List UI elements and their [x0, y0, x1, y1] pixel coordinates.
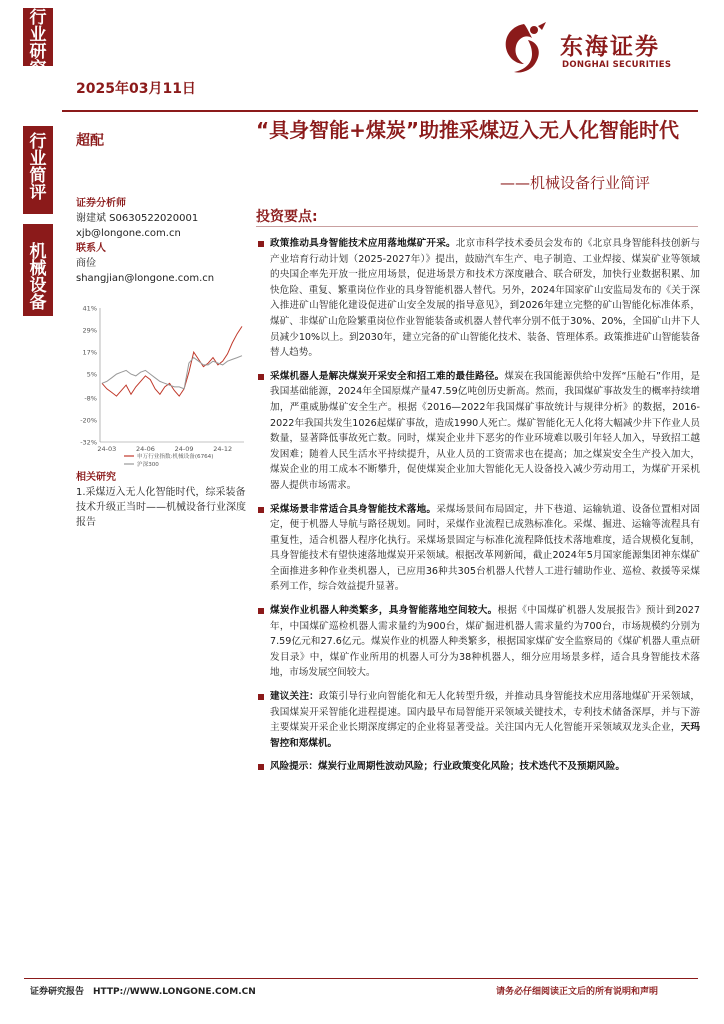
side-tab-char: 简: [29, 166, 47, 186]
series-line-1: [102, 356, 242, 389]
chart-canvas: [76, 302, 248, 468]
y-tick-label: -20%: [80, 416, 97, 425]
related-item[interactable]: 1.采煤迈入无人化智能时代，综采装备技术升级正当时——机械设备行业深度报告: [76, 487, 246, 528]
bullet-icon: [258, 374, 264, 380]
contact-heading: 联系人: [76, 243, 106, 254]
header-divider: [62, 110, 698, 112]
y-tick-label: 5%: [86, 370, 97, 379]
y-tick-label: -32%: [80, 438, 97, 447]
x-tick-label: 24-12: [213, 445, 233, 453]
rating-label: 超配: [76, 133, 104, 149]
section-divider: [256, 226, 698, 227]
report-date: 2025年03月11日: [76, 81, 196, 97]
bullet-icon: [258, 608, 264, 614]
point-text: 政策引导行业向智能化和无人化转型升级，并推动具身智能技术应用落地煤矿开采领域，我国煤炭开采智能化进程提速。国内最早布局智能开采领域关键技术，专利技术储备深厚，并与下游主要煤炭开采企业长期深度绑定的企业将显著受益。关注国内无人化智能开采领域双龙头企业，: [270, 691, 701, 734]
related-research: [76, 470, 248, 530]
x-tick-label: 24-06: [136, 445, 155, 453]
point-lead: 采煤场景非常适合具身智能技术落地。: [270, 503, 437, 515]
report-title: “具身智能+煤炭”助推采煤迈入无人化智能时代: [256, 118, 680, 142]
point-text: 煤炭在我国能源供给中发挥“压舱石”作用，是我国基础能源，2024年全国原煤产量47.59亿吨创历史新高。然而，我国煤矿事故发生的概率持续增加，严重威胁煤矿安全生产。根据《2016—2022年我国煤矿事故统计与规律分析》的数据，2016-2022年我国共发生1026起煤矿事故，造成1990人死亡。煤矿智能化无人化将大幅减少井下作业人员数量，显著降低事故死亡数。同时，煤炭企业井下恶劣的作业环境难以吸引年轻人加入，导致招工越发困难；随着人民生活水平持续提升，从业人员的工资需求也在提高；加之煤炭安全生产投入加大，煤炭企业的用工成本不断攀升，促使煤炭企业加大智能化无人设备投入减少劳动用工，为煤矿开采机器人提供市场需求。: [270, 370, 700, 491]
side-tab-char: 业: [29, 25, 47, 45]
point-text: 采煤场景间布局固定，井下巷道、运输轨道、设备位置相对固定，便于机器人导航与路径规划。同时，采煤作业流程已成熟标准化。采煤、掘进、运输等流程具有重复性，适合机器人程序化执行。采煤场景固定与标准化流程降低技术落地难度，适合规模化复制，具身智能技术有望快速落地煤炭开采领域。根据改革网新闻，截止2024年5月国家能源集团神东煤矿全面推进多种作业类机器人，已应用36种共305台机器人代替人工进行辅助作业、巡检、救援等采煤系列工作，综合效益提升显著。: [270, 503, 701, 593]
point-safety: [258, 369, 700, 494]
logo-english-name: DONGHAI SECURITIES: [562, 60, 672, 70]
point-lead: 政策推动具身智能技术应用落地煤矿开采。: [270, 238, 456, 249]
side-tab-industry-review: [23, 126, 53, 214]
side-tab-char: 行: [29, 132, 47, 152]
point-lead: 采煤机器人是解决煤炭开采安全和招工难的最佳路径。: [270, 370, 505, 382]
bullet-icon: [258, 241, 264, 247]
x-tick-label: 24-03: [97, 445, 117, 453]
bullet-icon: [258, 764, 264, 770]
side-tab-char: 备: [29, 293, 47, 313]
point-text: 根据《中国煤矿机器人发展报告》预计到2027年，中国煤矿巡检机器人需求量约为900台，煤矿掘进机器人需求量约为700台，市场规模约分别为7.59亿元和27.6亿元。煤炭作业的机器人种类繁多，根据国家煤矿安全监察局的《煤矿机器人重点研发目录》中，煤矿作业所用的机器人可分为38种机器人，细分应用场景多样，适合具身智能技术落地，市场发展空间较大。: [270, 605, 701, 679]
investment-points: [258, 236, 700, 783]
side-tab-char: 业: [29, 149, 47, 169]
point-text: 北京市科学技术委员会发布的《北京具身智能科技创新与产业培育行动计划（2025-2027年）》提出，鼓励汽车生产、电子制造、工业焊接、煤炭矿业等领域的央国企率先开放一批应用场景，促进场景方和技术方深度融合、联合研发，加快行业数据积累、加快危险、重复、繁重岗位作业的具身智能机器人替代。另外，2024年国家矿山安监局发布的《关于深入推进矿山智能化建设促进矿山安全发展的指导意见》，到2026年建立完整的矿山智能化标准体系，煤矿、非煤矿山危险繁重岗位作业智能装备或机器人替代率分别不低于30%、20%，全国矿山井下人员减少10%以上。到2030年，建立完备的矿山智能化技术、装备、管理体系。政策推进矿山智能装备替人趋势。: [270, 238, 701, 359]
analyst-heading: 证券分析师: [76, 198, 126, 209]
logo-chinese-name: 东海证券: [560, 33, 660, 60]
legend-label: 申万行业指数:机械设备(6764): [137, 454, 214, 460]
side-tab-char: 设: [29, 276, 47, 296]
contact-email: shangjian@longone.com.cn: [76, 273, 215, 284]
y-tick-label: 41%: [82, 304, 97, 313]
company-logo: [498, 20, 698, 80]
point-tail: 天玛智控和郑煤机。: [270, 722, 701, 749]
side-tab-char: 行: [29, 8, 47, 28]
footer-left[interactable]: 证券研究报告 HTTP://WWW.LONGONE.COM.CN: [30, 987, 256, 997]
y-tick-label: 29%: [82, 326, 97, 335]
side-tab-char: 械: [29, 259, 47, 279]
analyst-email: xjb@longone.com.cn: [76, 228, 181, 239]
point-policy: [258, 236, 700, 361]
dragon-logo-icon: [498, 20, 550, 78]
index-performance-chart: [76, 302, 248, 468]
y-tick-label: 17%: [82, 348, 97, 357]
side-tab-char: 研: [29, 42, 47, 62]
related-heading: 相关研究: [76, 472, 116, 483]
y-tick-label: -8%: [84, 394, 97, 403]
legend-label: 沪深300: [137, 462, 159, 468]
point-scenario: [258, 502, 700, 596]
bullet-icon: [258, 694, 264, 700]
investment-highlights-heading: 投资要点:: [256, 209, 318, 225]
side-tab-char: 究: [29, 59, 47, 79]
contact-name: 商俭: [76, 258, 96, 269]
point-recommendation: [258, 689, 700, 751]
footer-divider: [24, 978, 698, 979]
side-tab-machinery: [23, 224, 53, 316]
report-subtitle: ——机械设备行业简评: [500, 174, 651, 192]
analyst-info: [76, 196, 248, 286]
footer-disclaimer: 请务必仔细阅读正文后的所有说明和声明: [496, 987, 659, 997]
point-market: [258, 603, 700, 681]
side-tab-industry-research: [23, 8, 53, 79]
bullet-icon: [258, 507, 264, 513]
point-lead: 风险提示：煤炭行业周期性波动风险；行业政策变化风险；技术迭代不及预期风险。: [270, 761, 625, 773]
side-tab-char: 机: [29, 242, 47, 262]
point-risk: [258, 759, 700, 775]
side-tab-char: 评: [29, 183, 47, 203]
analyst-name-line: 谢建斌 S0630522020001: [76, 213, 199, 224]
point-lead: 建议关注：: [270, 691, 319, 703]
x-tick-label: 24-09: [174, 445, 194, 453]
point-lead: 煤炭作业机器人种类繁多，具身智能落地空间较大。: [270, 605, 498, 617]
